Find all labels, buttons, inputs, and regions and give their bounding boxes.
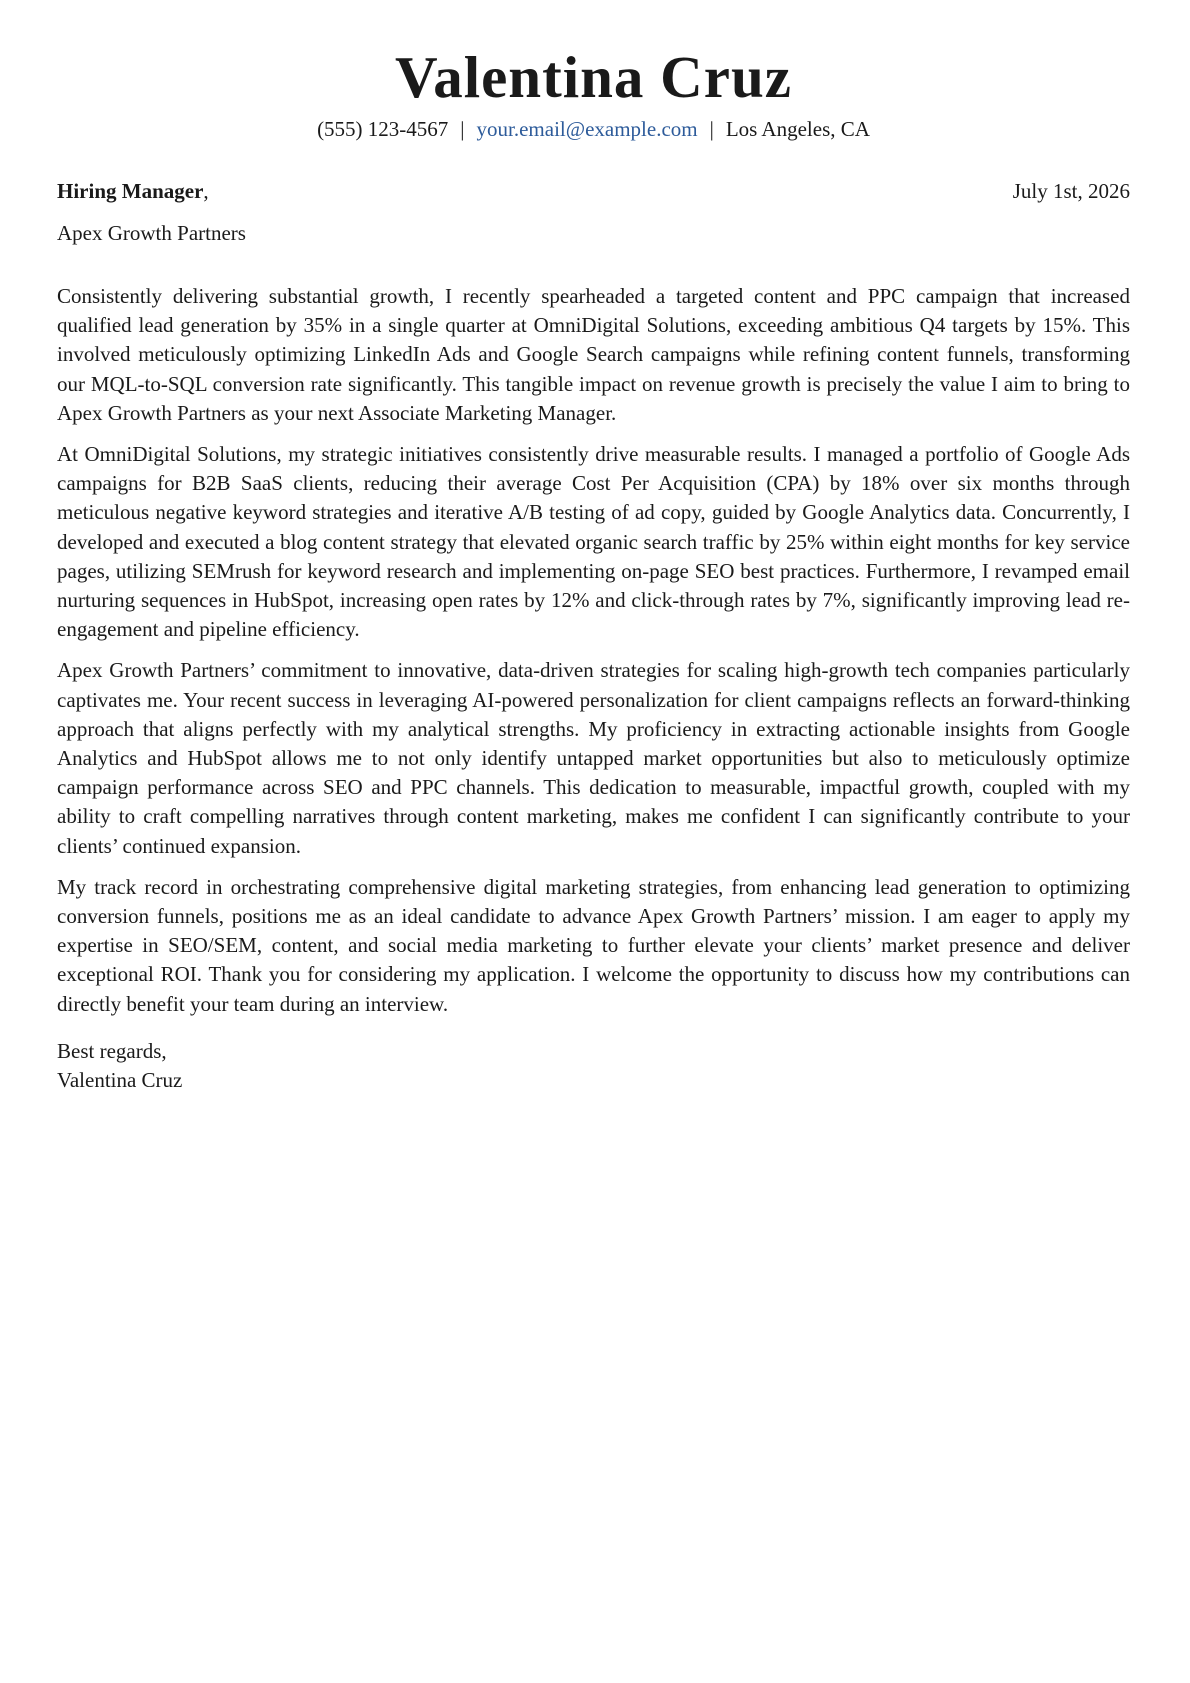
body-paragraph: At OmniDigital Solutions, my strategic initiatives consistently drive measurable results. I managed a portfolio of Google Ads campaigns for B2B SaaS clients, reducing their average Cost Per Acquisition (CPA) by 18% over six months through meticulous negative keyword strategies and iterative A/B testing of ad copy, guided by Google Analytics data. Concurrently, I developed and executed a blog content strategy that elevated organic search traffic by 25% within eight months for key service pages, utilizing SEMrush for keyword research and implementing on-page SEO best practices. Furthermore, I revamped email nurturing sequences in HubSpot, increasing open rates by 12% and click-through rates by 7%, significantly improving lead re-engagement and pipeline efficiency. [57, 442, 1130, 642]
phone-number: (555) 123-4567 [317, 117, 449, 141]
recipient-greeting [57, 178, 209, 204]
location: Los Angeles, CA [725, 117, 870, 141]
recipient-name-suffix: , [203, 179, 209, 203]
letter-body [57, 282, 1130, 1019]
letter-closing [57, 1037, 1130, 1095]
cover-letter-page [57, 42, 1130, 1095]
email-link[interactable]: your.email@example.com [476, 117, 698, 141]
closing-signature: Valentina Cruz [57, 1067, 183, 1092]
contact-separator: | [709, 117, 714, 141]
body-paragraph: Apex Growth Partners’ commitment to innovative, data-driven strategies for scaling high-growth tech companies particularly captivates me. Your recent success in leveraging AI-powered personalization for client campaigns reflects an forward-thinking approach that aligns perfectly with my analytical strengths. My proficiency in extracting actionable insights from Google Analytics and HubSpot allows me to not only identify untapped market opportunities but also to meticulously optimize campaign performance across SEO and PPC channels. This dedication to measurable, impactful growth, coupled with my ability to craft compelling narratives through content marketing, makes me confident I can significantly contribute to your clients’ continued expansion. [57, 658, 1130, 858]
contact-separator: | [460, 117, 465, 141]
body-paragraph: Consistently delivering substantial growth, I recently spearheaded a targeted content and PPC campaign that increased qualified lead generation by 35% in a single quarter at OmniDigital Solutions, exceeding ambitious Q4 targets by 15%. This involved meticulously optimizing LinkedIn Ads and Google Search campaigns while refining content funnels, transforming our MQL-to-SQL conversion rate significantly. This tangible impact on revenue growth is precisely the value I aim to bring to Apex Growth Partners as your next Associate Marketing Manager. [57, 284, 1130, 425]
letter-date: July 1st, 2026 [1012, 179, 1130, 203]
recipient-name: Hiring Manager [57, 179, 204, 203]
body-paragraph: My track record in orchestrating comprehensive digital marketing strategies, from enhancing lead generation to optimizing conversion funnels, positions me as an ideal candidate to advance Apex Growth Partners’ mission. I am eager to apply my expertise in SEO/SEM, content, and social media marketing to further elevate your clients’ market presence and deliver exceptional ROI. Thank you for considering my application. I welcome the opportunity to discuss how my contributions can directly benefit your team during an interview. [57, 874, 1130, 1016]
contact-line [57, 116, 1130, 142]
closing-salutation: Best regards, [57, 1038, 167, 1063]
applicant-name: Valentina Cruz [395, 44, 792, 110]
recipient-company: Apex Growth Partners [57, 221, 246, 245]
recipient-row [57, 178, 1130, 204]
